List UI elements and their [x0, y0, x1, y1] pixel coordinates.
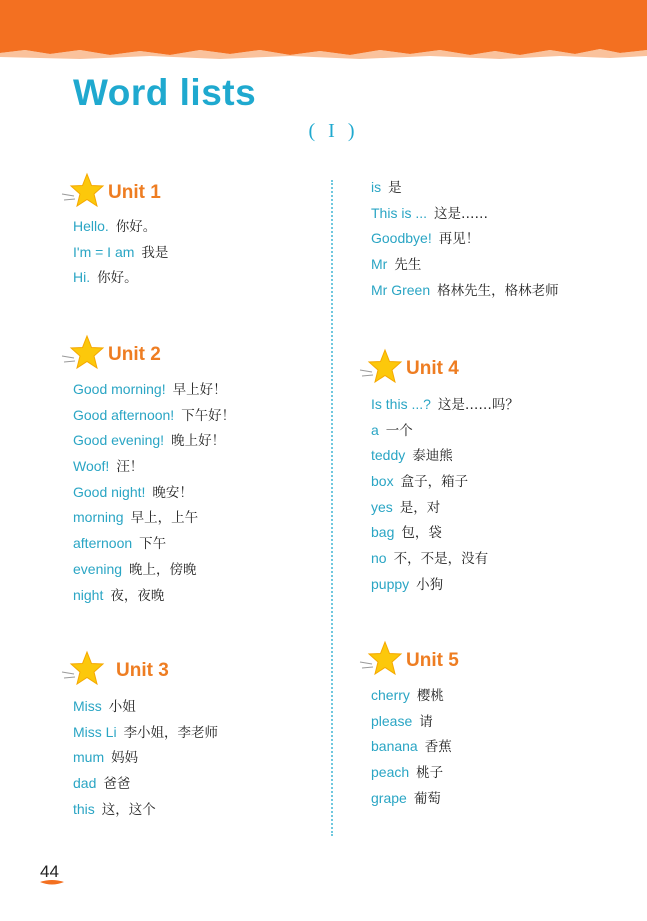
- english-word: Good night!: [73, 483, 146, 500]
- english-word: afternoon: [73, 535, 133, 552]
- chinese-meaning: 包，袋: [401, 525, 442, 542]
- english-word: Is this ...?: [371, 396, 431, 412]
- english-word: Mr Green: [371, 281, 431, 298]
- list-item: [73, 720, 218, 746]
- english-word: Mr: [371, 256, 388, 273]
- unit-4-word-list: [371, 392, 519, 598]
- list-item: [371, 443, 519, 469]
- list-item: [73, 377, 235, 403]
- english-word: yes: [371, 498, 393, 515]
- star-icon: [60, 650, 106, 690]
- list-item: [73, 214, 168, 240]
- chinese-meaning: 夜，夜晚: [110, 587, 165, 604]
- unit-title: Unit 2: [108, 344, 161, 365]
- chinese-meaning: 格林先生，格林老师: [437, 282, 559, 299]
- chinese-meaning: 是: [388, 180, 402, 196]
- unit-3-word-list: [73, 694, 218, 822]
- list-item: [371, 572, 519, 598]
- english-word: please: [371, 712, 413, 729]
- list-item: [371, 392, 519, 418]
- english-word: This is ...: [371, 204, 428, 221]
- unit-title: Unit 5: [406, 650, 459, 671]
- chinese-meaning: 樱桃: [416, 688, 444, 704]
- list-item: [371, 175, 559, 201]
- list-item: [371, 786, 452, 812]
- english-word: cherry: [371, 687, 410, 703]
- list-item: [371, 495, 519, 521]
- english-word: bag: [371, 524, 395, 541]
- english-word: this: [73, 800, 95, 817]
- english-word: Good afternoon!: [73, 406, 175, 423]
- unit-3-heading: [60, 650, 200, 690]
- chinese-meaning: 再见！: [438, 231, 480, 248]
- list-item: [73, 480, 235, 506]
- english-word: Good morning!: [73, 381, 166, 397]
- unit-title: Unit 3: [116, 660, 169, 681]
- english-word: no: [371, 550, 387, 567]
- star-icon: [60, 334, 106, 374]
- unit-1-word-list: [73, 214, 168, 291]
- list-item: [371, 683, 452, 709]
- list-item: [371, 418, 519, 444]
- english-word: puppy: [371, 575, 410, 592]
- list-item: [73, 557, 235, 583]
- list-item: [371, 734, 452, 760]
- english-word: is: [371, 179, 382, 195]
- chinese-meaning: 泰迪熊: [412, 448, 453, 465]
- list-item: [73, 428, 235, 454]
- star-icon: [358, 640, 404, 680]
- chinese-meaning: 葡萄: [413, 790, 441, 807]
- list-item: [371, 252, 559, 278]
- english-word: teddy: [371, 447, 406, 464]
- list-item: [73, 745, 218, 771]
- english-word: evening: [73, 560, 123, 577]
- list-item: [371, 226, 559, 252]
- english-word: mum: [73, 749, 105, 766]
- list-item: [73, 797, 218, 823]
- list-item: [73, 531, 235, 557]
- unit-title: Unit 1: [108, 182, 161, 203]
- unit-5-word-list: [371, 683, 452, 811]
- list-item: [73, 583, 235, 609]
- chinese-meaning: 爸爸: [103, 776, 131, 793]
- list-item: [73, 265, 168, 291]
- chinese-meaning: 你好。: [97, 270, 138, 287]
- english-word: dad: [73, 775, 97, 792]
- chinese-meaning: 早上好！: [172, 382, 227, 398]
- english-word: a: [371, 421, 379, 438]
- unit-4-heading: [358, 348, 498, 388]
- english-word: Miss: [73, 698, 102, 714]
- unit-5-heading: [358, 640, 498, 680]
- chinese-meaning: 这是……: [434, 205, 489, 222]
- list-item: [73, 771, 218, 797]
- list-item: [371, 546, 519, 572]
- unit-2-heading: [60, 334, 200, 374]
- english-word: Woof!: [73, 458, 110, 475]
- chinese-meaning: 请: [419, 713, 433, 730]
- page-title: Word lists: [73, 72, 257, 113]
- chinese-meaning: 你好。: [115, 219, 157, 235]
- chinese-meaning: 先生: [394, 257, 422, 274]
- chinese-meaning: 下午: [139, 536, 167, 553]
- list-item: [371, 278, 559, 304]
- english-word: Hello.: [73, 218, 109, 234]
- chinese-meaning: 小姐: [108, 699, 136, 715]
- star-icon: [358, 348, 404, 388]
- page-number: 44: [40, 862, 59, 881]
- chinese-meaning: 不，不是，没有: [393, 551, 489, 568]
- english-word: grape: [371, 789, 407, 806]
- chinese-meaning: 盒子，箱子: [400, 474, 469, 491]
- chinese-meaning: 妈妈: [111, 750, 139, 767]
- list-item: [371, 709, 452, 735]
- unit-3-continued-word-list: [371, 175, 559, 303]
- chinese-meaning: 这，这个: [101, 801, 156, 818]
- chinese-meaning: 晚上，傍晚: [129, 561, 197, 578]
- english-word: peach: [371, 764, 410, 781]
- list-item: [371, 469, 519, 495]
- english-word: Goodbye!: [371, 230, 432, 247]
- english-word: Hi.: [73, 269, 91, 286]
- list-item: [73, 240, 168, 266]
- chinese-meaning: 是，对: [399, 499, 441, 516]
- english-word: Miss Li: [73, 723, 117, 740]
- column-divider: [331, 180, 333, 836]
- chinese-meaning: 李小姐，李老师: [123, 724, 219, 741]
- english-word: banana: [371, 738, 418, 755]
- english-word: night: [73, 586, 104, 603]
- chinese-meaning: 晚安！: [152, 484, 193, 501]
- unit-2-word-list: [73, 377, 235, 608]
- chinese-meaning: 这是……吗？: [437, 397, 519, 413]
- list-item: [73, 694, 218, 720]
- list-item: [371, 760, 452, 786]
- chinese-meaning: 晚上好！: [171, 433, 226, 450]
- chinese-meaning: 一个: [385, 422, 413, 439]
- english-word: morning: [73, 509, 124, 526]
- page-subtitle: ( I ): [308, 120, 359, 142]
- list-item: [73, 403, 235, 429]
- chinese-meaning: 香蕉: [424, 739, 452, 756]
- unit-title: Unit 4: [406, 358, 459, 379]
- english-word: I'm = I am: [73, 243, 135, 260]
- english-word: Good evening!: [73, 432, 165, 449]
- star-icon: [60, 172, 106, 212]
- unit-1-heading: [60, 172, 200, 212]
- chinese-meaning: 我是: [141, 244, 169, 261]
- chinese-meaning: 汪！: [116, 459, 144, 476]
- header-band: [0, 0, 647, 62]
- chinese-meaning: 桃子: [416, 765, 444, 782]
- list-item: [371, 201, 559, 227]
- list-item: [73, 454, 235, 480]
- chinese-meaning: 小狗: [416, 576, 444, 593]
- list-item: [73, 505, 235, 531]
- english-word: box: [371, 473, 394, 490]
- chinese-meaning: 下午好！: [181, 407, 236, 424]
- list-item: [371, 520, 519, 546]
- chinese-meaning: 早上，上午: [130, 510, 199, 527]
